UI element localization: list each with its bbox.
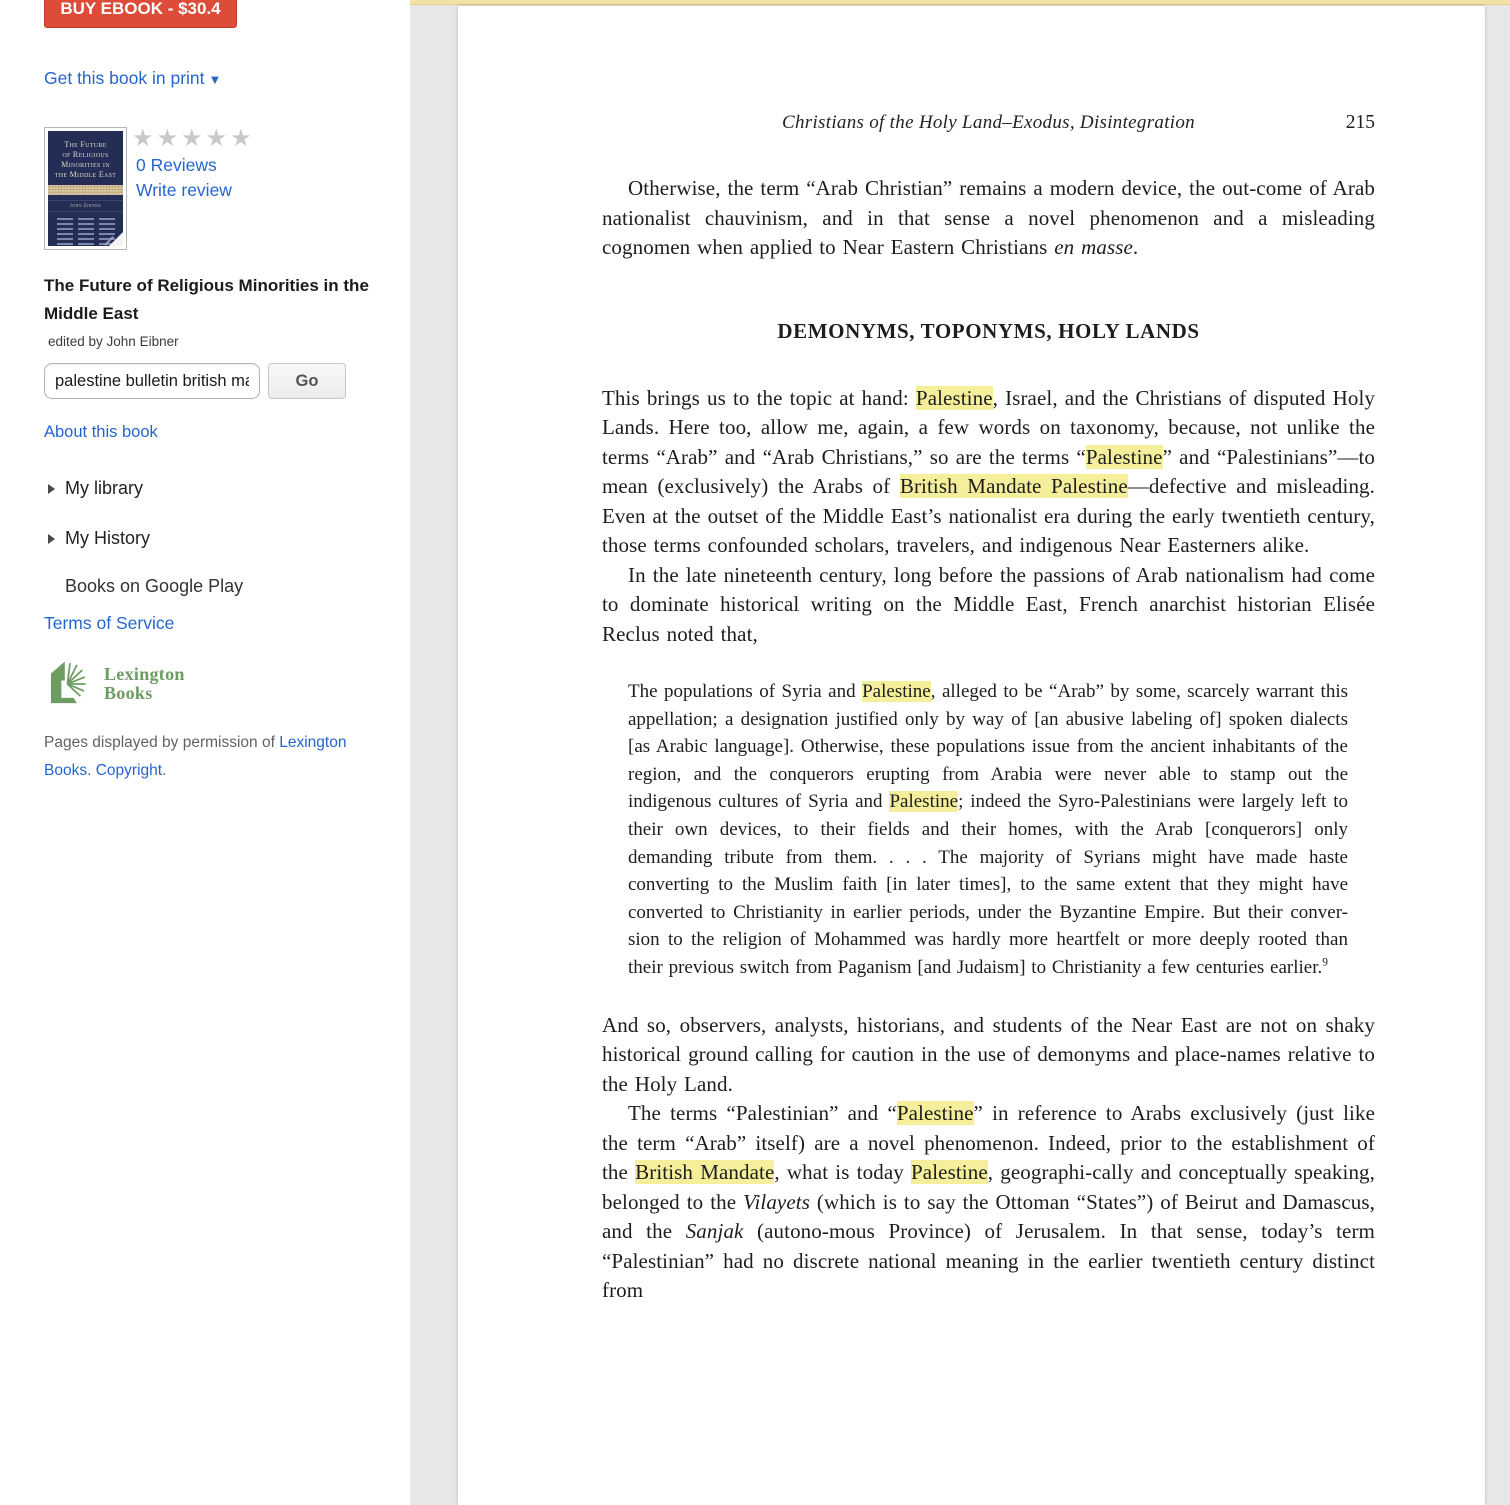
cover-decorative-band [48, 185, 123, 195]
book-cover-thumbnail[interactable] [44, 127, 127, 250]
permission-separator: . [87, 762, 96, 779]
paragraph: In the late nineteenth century, long before the passions of Arab nationalism had come to dominate historical writing on the Middle East, French anarchist historian Elisée Reclus noted that, [602, 562, 1375, 646]
scanned-book-page[interactable] [458, 6, 1485, 1505]
permission-note [44, 729, 379, 785]
cover-title: The Future of Religious Minorities in the Middle East [54, 140, 117, 179]
book-title: The Future of Religious Minorities in the Middle East [44, 276, 369, 323]
search-in-book-input[interactable] [44, 363, 260, 399]
search-go-button[interactable]: Go [268, 363, 346, 399]
lexington-books-link[interactable]: Lexington Books [44, 734, 347, 779]
block-quote: The populations of Syria and Palestine, alleged to be “Arab” by some, scarcely warrant this appellation; a designation justified only by way of [an abusive labeling of] spoken dialects [as Arabic language]. Otherwise, these populations issue from the ancient inhabitants of the region, and the conquerors erupting from Arabia were never able to stamp out the indigenous cultures of Syria and Palestine; indeed the Syro-Palestinians were largely left to their own devices, to their fields and their homes, with the Arab [conquerors] only demanding tribute from them. . . . The majority of Syrians might have made haste converting to the Muslim faith [in later times], to the same extent that they might have converted to Christianity in earlier periods, under the Byzantine Empire. But their conver-sion to the religion of Mohammed was hardly more heartfelt or more deeply rooted than their previous switch from Paganism [and Judaism] to Christianity a few centuries earlier.$^9$ [628, 681, 1349, 978]
buy-ebook-button[interactable]: BUY EBOOK - $30.4 [44, 0, 237, 28]
star-rating-icons[interactable]: ★★★★★ [132, 125, 255, 152]
get-book-in-print-label[interactable]: Get this book in print [44, 68, 205, 88]
running-head: Christians of the Holy Land–Exodus, Disintegration [782, 112, 1195, 133]
about-this-book-link[interactable]: About this book [44, 423, 158, 441]
get-book-in-print-link[interactable] [44, 68, 221, 89]
copyright-link[interactable]: Copyright [95, 762, 163, 779]
expander-triangle-icon[interactable] [48, 484, 55, 494]
page-viewer [410, 0, 1510, 1505]
sidebar [0, 0, 410, 1505]
lexington-books-logo [44, 658, 185, 710]
my-library-item[interactable] [48, 478, 143, 499]
book-byline: edited by John Eibner [48, 334, 179, 349]
lexington-logo-text: Lexington Books [104, 664, 185, 703]
book-cover-art [48, 131, 123, 246]
terms-of-service-link[interactable]: Terms of Service [44, 613, 175, 633]
paragraph: This brings us to the topic at hand: Palestine, Israel, and the Christians of disputed Holy Lands. Here too, allow me, again, a few words on taxonomy, because, not unlike the terms “Arab” and “Arab Christians,” so are the terms “Palestine” and “Palestinians”—to mean (exclusively) the Arabs of British Mandate Palestine—defective and misleading. Even at the outset of the Middle East’s nationalist era during the early twentieth century, those terms confounded scholars, travelers, and indigenous Near Easterners alike. [602, 385, 1376, 557]
cover-editor-name: John Eibner [48, 200, 123, 212]
paragraph: And so, observers, analysts, historians, and students of the Near East are not on shaky historical ground calling for caution in the use of demonyms and place-names relative to the Holy Land. [602, 1012, 1375, 1096]
my-history-item[interactable] [48, 528, 150, 549]
dropdown-caret-icon: ▼ [208, 72, 222, 87]
permission-period: . [162, 762, 167, 779]
paragraph: Otherwise, the term “Arab Christian” remains a modern device, the out-come of Arab nationalist chauvinism, and in that sense a novel phenomenon and a misleading cognomen when applied to Near Eastern Christians en masse. [602, 176, 1375, 259]
my-history-label: My History [65, 528, 150, 548]
my-library-label: My library [65, 478, 144, 498]
paragraph: The terms “Palestinian” and “Palestine” in reference to Arabs exclusively (just like the term “Arab” itself) are a novel phenomenon. Indeed, prior to the establishment of the British Mandate, what is today Palestine, geographi-cally and conceptually speaking, belonged to the Vilayets (which is to say the Ottoman “States”) of Beirut and Damascus, and the Sanjak (autono-mous Province) of Jerusalem. In that sense, today’s term “Palestinian” had no discrete national meaning in the earlier twentieth century distinct from [602, 1101, 1375, 1303]
page-number: 215 [1345, 112, 1375, 133]
lexington-book-icon [44, 658, 96, 710]
page-header [602, 112, 1375, 138]
reviews-count-link[interactable]: 0 Reviews [136, 155, 217, 175]
permission-text: Pages displayed by permission of [44, 734, 280, 751]
write-review-link[interactable]: Write review [136, 180, 232, 200]
page-curl-icon [109, 232, 123, 246]
books-on-google-play-link[interactable]: Books on Google Play [65, 576, 244, 596]
expander-triangle-icon[interactable] [48, 534, 55, 544]
viewer-top-strip [410, 0, 1510, 5]
section-heading: DEMONYMS, TOPONYMS, HOLY LANDS [777, 318, 1200, 343]
